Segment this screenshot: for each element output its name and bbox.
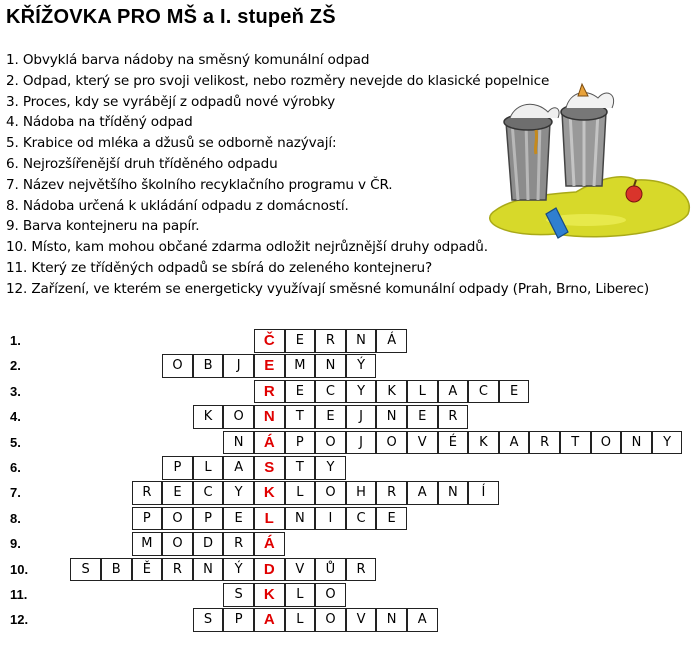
crossword-cell[interactable]: R [315, 329, 346, 353]
crossword-cell[interactable]: O [315, 583, 346, 607]
crossword-cell[interactable]: Ý [223, 558, 254, 582]
crossword-cell[interactable]: A [499, 431, 530, 455]
crossword-cell[interactable]: B [101, 558, 132, 582]
row-number: 4. [10, 409, 21, 425]
row-number: 6. [10, 460, 21, 475]
solution-cell[interactable]: Á [254, 431, 285, 455]
row-number: 7. [10, 485, 21, 501]
crossword-cell[interactable]: T [560, 431, 591, 455]
crossword-cell[interactable]: R [438, 405, 469, 429]
crossword-cell[interactable]: K [376, 380, 407, 404]
crossword-cell[interactable]: O [162, 532, 193, 556]
row-number: 5. [10, 434, 21, 450]
crossword-cell[interactable]: K [193, 405, 224, 429]
solution-cell[interactable]: D [254, 558, 285, 582]
crossword-cell[interactable]: É [438, 431, 469, 455]
crossword-cell[interactable]: S [223, 583, 254, 607]
crossword-cell[interactable]: P [285, 431, 316, 455]
crossword-cell[interactable]: R [346, 558, 377, 582]
crossword-cell[interactable]: T [285, 456, 316, 480]
crossword-cell[interactable]: R [529, 431, 560, 455]
crossword-cell[interactable]: J [346, 431, 377, 455]
crossword-cell[interactable]: E [162, 481, 193, 505]
solution-cell[interactable]: L [254, 507, 285, 531]
clue-item: 9. Barva kontejneru na papír. [6, 218, 200, 235]
row-number: 10. [10, 561, 29, 577]
crossword-cell[interactable]: O [376, 431, 407, 455]
crossword-cell[interactable]: P [193, 507, 224, 531]
crossword-cell[interactable]: V [407, 431, 438, 455]
crossword-cell[interactable]: E [285, 329, 316, 353]
row-number: 8. [10, 510, 21, 526]
crossword-cell[interactable]: T [285, 405, 316, 429]
crossword-cell[interactable]: M [285, 354, 316, 378]
crossword-cell[interactable]: C [468, 380, 499, 404]
solution-cell[interactable]: R [254, 380, 285, 404]
crossword-cell[interactable]: O [315, 481, 346, 505]
clue-item: 4. Nádoba na tříděný odpad [6, 114, 193, 131]
crossword-cell[interactable]: A [407, 481, 438, 505]
crossword-cell[interactable]: V [285, 558, 316, 582]
row-number: 3. [10, 383, 21, 399]
crossword-cell[interactable]: Y [315, 456, 346, 480]
crossword-cell[interactable]: R [223, 532, 254, 556]
crossword-cell[interactable]: N [285, 507, 316, 531]
clue-item: 6. Nejrozšířenější druh tříděného odpadu [6, 155, 278, 172]
clue-item: 8. Nádoba určená k ukládání odpadu z domácností. [6, 197, 349, 214]
crossword-cell[interactable]: L [285, 608, 316, 632]
crossword-cell[interactable]: A [407, 608, 438, 632]
crossword-cell[interactable]: C [193, 481, 224, 505]
crossword-cell[interactable]: P [223, 608, 254, 632]
crossword-cell[interactable]: Y [346, 380, 377, 404]
crossword-cell[interactable]: O [315, 608, 346, 632]
row-number: 11. [10, 587, 28, 602]
crossword-cell[interactable]: R [376, 481, 407, 505]
crossword-cell[interactable]: E [223, 507, 254, 531]
crossword-cell[interactable]: N [193, 558, 224, 582]
row-number: 9. [10, 536, 21, 552]
crossword-cell[interactable]: R [162, 558, 193, 582]
row-number: 2. [10, 358, 21, 374]
solution-cell[interactable]: Á [254, 532, 285, 556]
solution-cell[interactable]: Č [254, 329, 285, 353]
crossword-cell[interactable]: Í [468, 481, 499, 505]
solution-cell[interactable]: S [254, 456, 285, 480]
crossword-cell[interactable]: L [285, 481, 316, 505]
crossword-cell[interactable]: I [315, 507, 346, 531]
crossword-cell[interactable]: E [407, 405, 438, 429]
crossword-cell[interactable]: O [223, 405, 254, 429]
crossword-cell[interactable]: Á [376, 329, 407, 353]
crossword-cell[interactable]: N [346, 329, 377, 353]
crossword-cell[interactable]: J [223, 354, 254, 378]
crossword-cell[interactable]: Y [223, 481, 254, 505]
crossword-cell[interactable]: V [346, 608, 377, 632]
crossword-cell[interactable]: J [346, 405, 377, 429]
crossword-cell[interactable]: A [223, 456, 254, 480]
crossword-cell[interactable]: A [438, 380, 469, 404]
crossword-cell[interactable]: Ě [132, 558, 163, 582]
crossword-cell[interactable]: O [591, 431, 622, 455]
crossword-cell[interactable]: Ů [315, 558, 346, 582]
crossword-cell[interactable]: E [376, 507, 407, 531]
solution-cell[interactable]: N [254, 405, 285, 429]
clue-item: 10. Místo, kam mohou občané zdarma odložit nejrůznější druhy odpadů. [6, 239, 488, 256]
crossword-cell[interactable]: E [315, 405, 346, 429]
clue-item: 12. Zařízení, ve kterém se energeticky využívají směsné komunální odpady (Prah, Brno, Liberec) [6, 280, 649, 297]
clue-item: 7. Název největšího školního recyklačního programu v ČR. [6, 176, 393, 193]
crossword-cell[interactable]: Y [652, 431, 683, 455]
crossword-cell[interactable]: O [162, 354, 193, 378]
solution-cell[interactable]: K [254, 481, 285, 505]
crossword-cell[interactable]: E [499, 380, 530, 404]
row-number: 12. [10, 612, 29, 628]
crossword-cell[interactable]: C [315, 380, 346, 404]
crossword-cell[interactable]: O [162, 507, 193, 531]
solution-cell[interactable]: K [254, 583, 285, 607]
crossword-cell[interactable]: N [376, 608, 407, 632]
crossword-cell[interactable]: O [315, 431, 346, 455]
crossword-cell[interactable]: N [376, 405, 407, 429]
crossword-cell[interactable]: Ý [346, 354, 377, 378]
crossword-cell[interactable]: L [285, 583, 316, 607]
crossword-cell[interactable]: S [70, 558, 101, 582]
solution-cell[interactable]: E [254, 354, 285, 378]
crossword-cell[interactable]: R [132, 481, 163, 505]
crossword-cell[interactable]: N [315, 354, 346, 378]
solution-cell[interactable]: A [254, 608, 285, 632]
crossword-cell[interactable]: K [468, 431, 499, 455]
crossword-cell[interactable]: P [132, 507, 163, 531]
crossword-cell[interactable]: P [162, 456, 193, 480]
clue-item: 5. Krabice od mléka a džusů se odborně nazývají: [6, 135, 337, 152]
crossword-cell[interactable]: E [285, 380, 316, 404]
row-number: 1. [10, 333, 21, 348]
crossword-cell[interactable]: B [193, 354, 224, 378]
clue-item: 2. Odpad, který se pro svoji velikost, nebo rozměry nevejde do klasické popelnice [6, 72, 550, 89]
crossword-cell[interactable]: N [223, 431, 254, 455]
clue-item: 1. Obvyklá barva nádoby na směsný komunální odpad [6, 52, 370, 68]
crossword-cell[interactable]: L [407, 380, 438, 404]
clue-item: 11. Který ze tříděných odpadů se sbírá do zeleného kontejneru? [6, 259, 433, 276]
crossword-cell[interactable]: D [193, 532, 224, 556]
page-title: KŘÍŽOVKA PRO MŠ a I. stupeň ZŠ [6, 6, 336, 28]
crossword-cell[interactable]: N [438, 481, 469, 505]
crossword-cell[interactable]: N [621, 431, 652, 455]
crossword-cell[interactable]: L [193, 456, 224, 480]
crossword-cell[interactable]: M [132, 532, 163, 556]
crossword-cell[interactable]: S [193, 608, 224, 632]
crossword-cell[interactable]: C [346, 507, 377, 531]
crossword-cell[interactable]: H [346, 481, 377, 505]
clue-item: 3. Proces, kdy se vyrábějí z odpadů nové výrobky [6, 93, 336, 110]
